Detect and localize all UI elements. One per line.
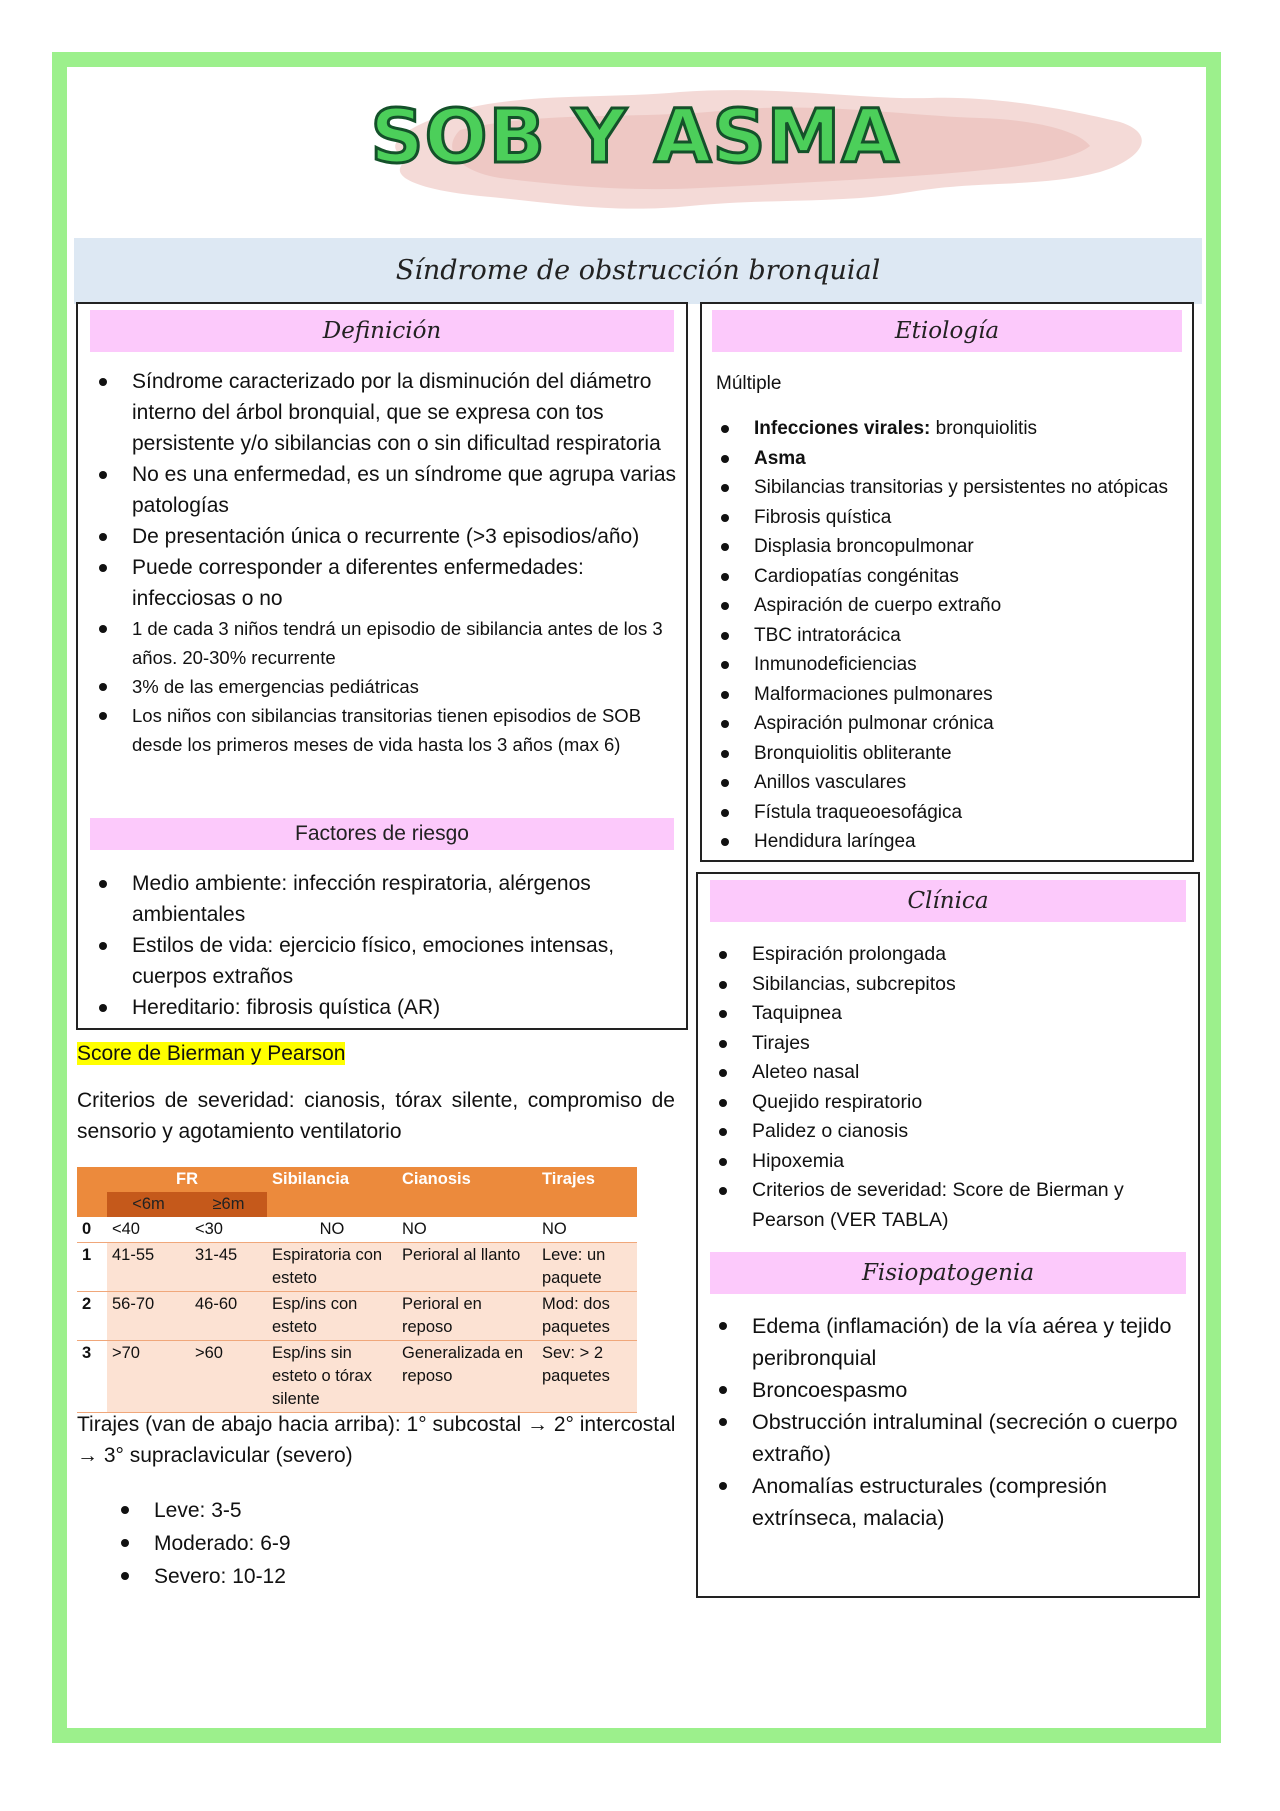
- list-item: Broncoespasmo: [710, 1374, 1186, 1406]
- score-highlight: Score de Bierman y Pearson: [77, 1042, 346, 1065]
- table-cell: >60: [190, 1341, 267, 1413]
- list-item: Asma: [712, 444, 1192, 474]
- physiopathogenesis-heading: Fisiopatogenia: [710, 1252, 1186, 1294]
- table-cell: NO: [397, 1217, 537, 1243]
- col-header-tirajes: Tirajes: [537, 1167, 637, 1192]
- etiology-intro: Múltiple: [716, 373, 782, 394]
- clinical-heading: Clínica: [710, 880, 1186, 922]
- table-cell: 2: [77, 1292, 107, 1341]
- list-item: Aspiración pulmonar crónica: [712, 709, 1192, 739]
- table-cell: NO: [267, 1217, 397, 1243]
- score-label: [77, 1038, 345, 1069]
- table-cell: <30: [190, 1217, 267, 1243]
- table-cell: Esp/ins con esteto: [267, 1292, 397, 1341]
- table-cell: >70: [107, 1341, 190, 1413]
- score-table: [77, 1167, 637, 1413]
- list-item: Displasia broncopulmonar: [712, 532, 1192, 562]
- list-item: Criterios de severidad: Score de Bierman y Pearson (VER TABLA): [710, 1176, 1180, 1235]
- list-item: Hendidura laríngea: [712, 827, 1192, 857]
- list-item: Sibilancias, subcrepitos: [710, 970, 1180, 1000]
- list-item: Bronquiolitis obliterante: [712, 739, 1192, 769]
- section-banner: Síndrome de obstrucción bronquial: [74, 238, 1202, 304]
- subheader-under-6m: <6m: [107, 1192, 190, 1217]
- list-item: Anillos vasculares: [712, 768, 1192, 798]
- list-item: Moderado: 6-9: [112, 1527, 512, 1560]
- table-cell: Leve: un paquete: [537, 1243, 637, 1292]
- tirajes-note: Tirajes (van de abajo hacia arriba): 1° subcostal → 2° intercostal → 3° supraclavicular (severo): [77, 1413, 676, 1467]
- table-row: [77, 1217, 637, 1243]
- etiology-heading: Etiología: [712, 310, 1182, 352]
- list-item: Edema (inflamación) de la vía aérea y tejido peribronquial: [710, 1310, 1186, 1374]
- table-row: [77, 1341, 637, 1413]
- list-item: Aspiración de cuerpo extraño: [712, 591, 1192, 621]
- table-cell: 3: [77, 1341, 107, 1413]
- table-cell: <40: [107, 1217, 190, 1243]
- definition-list: [90, 366, 680, 759]
- table-row: [77, 1243, 637, 1292]
- table-cell: 31-45: [190, 1243, 267, 1292]
- col-header-sibilancia: Sibilancia: [267, 1167, 397, 1192]
- list-item: Sibilancias transitorias y persistentes no atópicas: [712, 473, 1192, 503]
- list-item: TBC intratorácica: [712, 621, 1192, 651]
- list-item: Palidez o cianosis: [710, 1117, 1180, 1147]
- table-cell: 1: [77, 1243, 107, 1292]
- list-item: Leve: 3-5: [112, 1494, 512, 1527]
- list-item: Espiración prolongada: [710, 940, 1180, 970]
- table-cell: Esp/ins sin esteto o tórax silente: [267, 1341, 397, 1413]
- list-item: Estilos de vida: ejercicio físico, emociones intensas, cuerpos extraños: [90, 930, 680, 992]
- list-item: Fibrosis quística: [712, 503, 1192, 533]
- list-item: Quejido respiratorio: [710, 1088, 1180, 1118]
- bold-label: Infecciones virales:: [754, 418, 931, 439]
- list-item: Hereditario: fibrosis quística (AR): [90, 992, 680, 1023]
- risk-factors-list: [90, 868, 680, 1023]
- table-row: [77, 1292, 637, 1341]
- table-cell: Sev: > 2 paquetes: [537, 1341, 637, 1413]
- subheader-over-6m: ≥6m: [190, 1192, 267, 1217]
- severity-list: [112, 1494, 512, 1593]
- risk-factors-heading: Factores de riesgo: [90, 818, 674, 850]
- list-item: 3% de las emergencias pediátricas: [90, 672, 680, 701]
- list-item: Fístula traqueoesofágica: [712, 798, 1192, 828]
- page-title: SOB Y ASMA: [370, 94, 900, 180]
- list-item: Obstrucción intraluminal (secreción o cuerpo extraño): [710, 1406, 1186, 1470]
- list-item: [712, 414, 1192, 444]
- list-item: Taquipnea: [710, 999, 1180, 1029]
- list-item: Hipoxemia: [710, 1147, 1180, 1177]
- list-item: Síndrome caracterizado por la disminución del diámetro interno del árbol bronquial, que se expresa con tos persistente y/o sibilancias con o sin dificultad respiratoria: [90, 366, 680, 459]
- list-item: No es una enfermedad, es un síndrome que agrupa varias patologías: [90, 459, 680, 521]
- list-item: Los niños con sibilancias transitorias tienen episodios de SOB desde los primeros meses de vida hasta los 3 años (max 6): [90, 701, 680, 759]
- list-item: Medio ambiente: infección respiratoria, alérgenos ambientales: [90, 868, 680, 930]
- table-cell: Perioral en reposo: [397, 1292, 537, 1341]
- etiology-list: [712, 414, 1192, 857]
- physiopathogenesis-list: [710, 1310, 1186, 1534]
- col-header-fr: FR: [107, 1167, 267, 1192]
- table-cell: Generalizada en reposo: [397, 1341, 537, 1413]
- list-item: Severo: 10-12: [112, 1560, 512, 1593]
- definition-heading: Definición: [90, 310, 674, 352]
- table-cell: Perioral al llanto: [397, 1243, 537, 1292]
- list-item: Cardiopatías congénitas: [712, 562, 1192, 592]
- list-item: Inmunodeficiencias: [712, 650, 1192, 680]
- list-item: 1 de cada 3 niños tendrá un episodio de sibilancia antes de los 3 años. 20-30% recurrente: [90, 614, 680, 672]
- list-item: Tirajes: [710, 1029, 1180, 1059]
- list-item: Aleteo nasal: [710, 1058, 1180, 1088]
- severity-criteria: Criterios de severidad: cianosis, tórax silente, compromiso de sensorio y agotamiento ventilatorio: [77, 1089, 675, 1143]
- table-cell: 41-55: [107, 1243, 190, 1292]
- table-cell: 56-70: [107, 1292, 190, 1341]
- table-cell: NO: [537, 1217, 637, 1243]
- col-header-cianosis: Cianosis: [397, 1167, 537, 1192]
- list-item-rest: bronquiolitis: [930, 418, 1038, 439]
- list-item: Malformaciones pulmonares: [712, 680, 1192, 710]
- table-cell: 46-60: [190, 1292, 267, 1341]
- table-cell: 0: [77, 1217, 107, 1243]
- table-cell: Mod: dos paquetes: [537, 1292, 637, 1341]
- list-item: De presentación única o recurrente (>3 episodios/año): [90, 521, 680, 552]
- table-cell: Espiratoria con esteto: [267, 1243, 397, 1292]
- list-item: Puede corresponder a diferentes enfermedades: infecciosas o no: [90, 552, 680, 614]
- list-item: Anomalías estructurales (compresión extrínseca, malacia): [710, 1470, 1186, 1534]
- title-banner: [80, 80, 1190, 220]
- clinical-list: [710, 940, 1180, 1235]
